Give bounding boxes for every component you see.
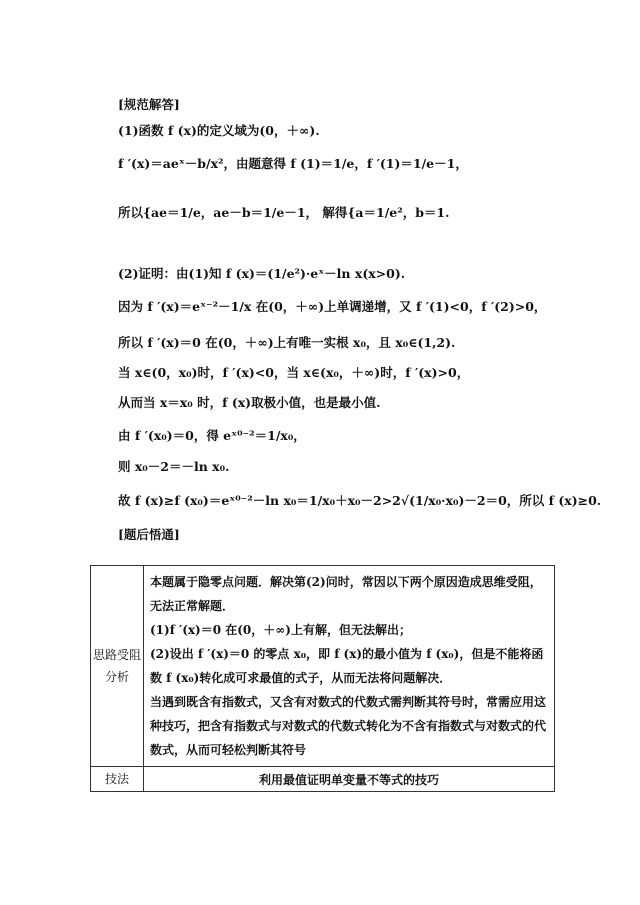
solution-line: 则 x₀－2＝－ln x₀. xyxy=(118,459,230,474)
analysis-content xyxy=(144,566,555,767)
solution-line: f ′(x)＝aeˣ－b/x²，由题意得 f (1)＝1/e，f ′(1)＝1/e－1， xyxy=(118,156,468,171)
table-row xyxy=(91,767,555,792)
analysis-paragraph: (1)f ′(x)＝0 在(0，＋∞)上有解，但无法解出； xyxy=(150,623,411,637)
technique-text: 利用最值证明单变量不等式的技巧 xyxy=(144,767,555,792)
table-row xyxy=(91,566,555,767)
analysis-paragraph: 当遇到既含有指数式，又含有对数式的代数式需判断其符号时，常需应用这种技巧，把含有指数式与对数式的代数式转化为不含有指数式与对数式的代数式，从而可轻松判断其符号 xyxy=(150,695,547,757)
analysis-paragraph: (2)设出 f ′(x)＝0 的零点 x₀，即 f (x)的最小值为 f (x₀)，但是不能将函数 f (x₀)转化成可求最值的式子，从而无法将问题解决． xyxy=(150,647,544,685)
section-header-after-reflection: [题后悟通] xyxy=(118,527,180,542)
row-label-analysis: 思路受阻分析 xyxy=(91,566,144,767)
analysis-paragraph: 本题属于隐零点问题．解决第(2)问时，常因以下两个原因造成思维受阻，无法正常解题． xyxy=(150,575,542,613)
solution-line: 当 x∈(0，x₀)时，f ′(x)<0，当 x∈(x₀，＋∞)时，f ′(x)>0， xyxy=(118,365,470,380)
row-label-technique: 技法 xyxy=(91,767,144,792)
solution-line: 所以{ae＝1/e，ae－b＝1/e－1， 解得{a＝1/e²，b＝1. xyxy=(118,205,450,220)
section-header-standard-solution: [规范解答] xyxy=(118,97,180,112)
solution-line: 从而当 x＝x₀ 时，f (x)取极小值，也是最小值. xyxy=(118,395,381,410)
solution-line: 所以 f ′(x)＝0 在(0，＋∞)上有唯一实根 x₀，且 x₀∈(1,2). xyxy=(118,335,456,350)
solution-line: 故 f (x)≥f (x₀)＝eˣ⁰⁻²－ln x₀＝1/x₀＋x₀－2>2√(1/x₀·x₀)－2＝0，所以 f (x)≥0. xyxy=(118,493,602,508)
solution-line: 因为 f ′(x)＝eˣ⁻²－1/x 在(0，＋∞)上单调递增，又 f ′(1)<0，f ′(2)>0， xyxy=(118,299,547,314)
solution-line: 由 f ′(x₀)＝0，得 eˣ⁰⁻²＝1/x₀， xyxy=(118,428,306,443)
summary-table xyxy=(90,565,555,792)
solution-line: (2)证明：由(1)知 f (x)＝(1/e²)·eˣ－ln x(x>0). xyxy=(118,266,406,281)
solution-line: (1)函数 f (x)的定义域为(0，＋∞). xyxy=(118,123,320,138)
